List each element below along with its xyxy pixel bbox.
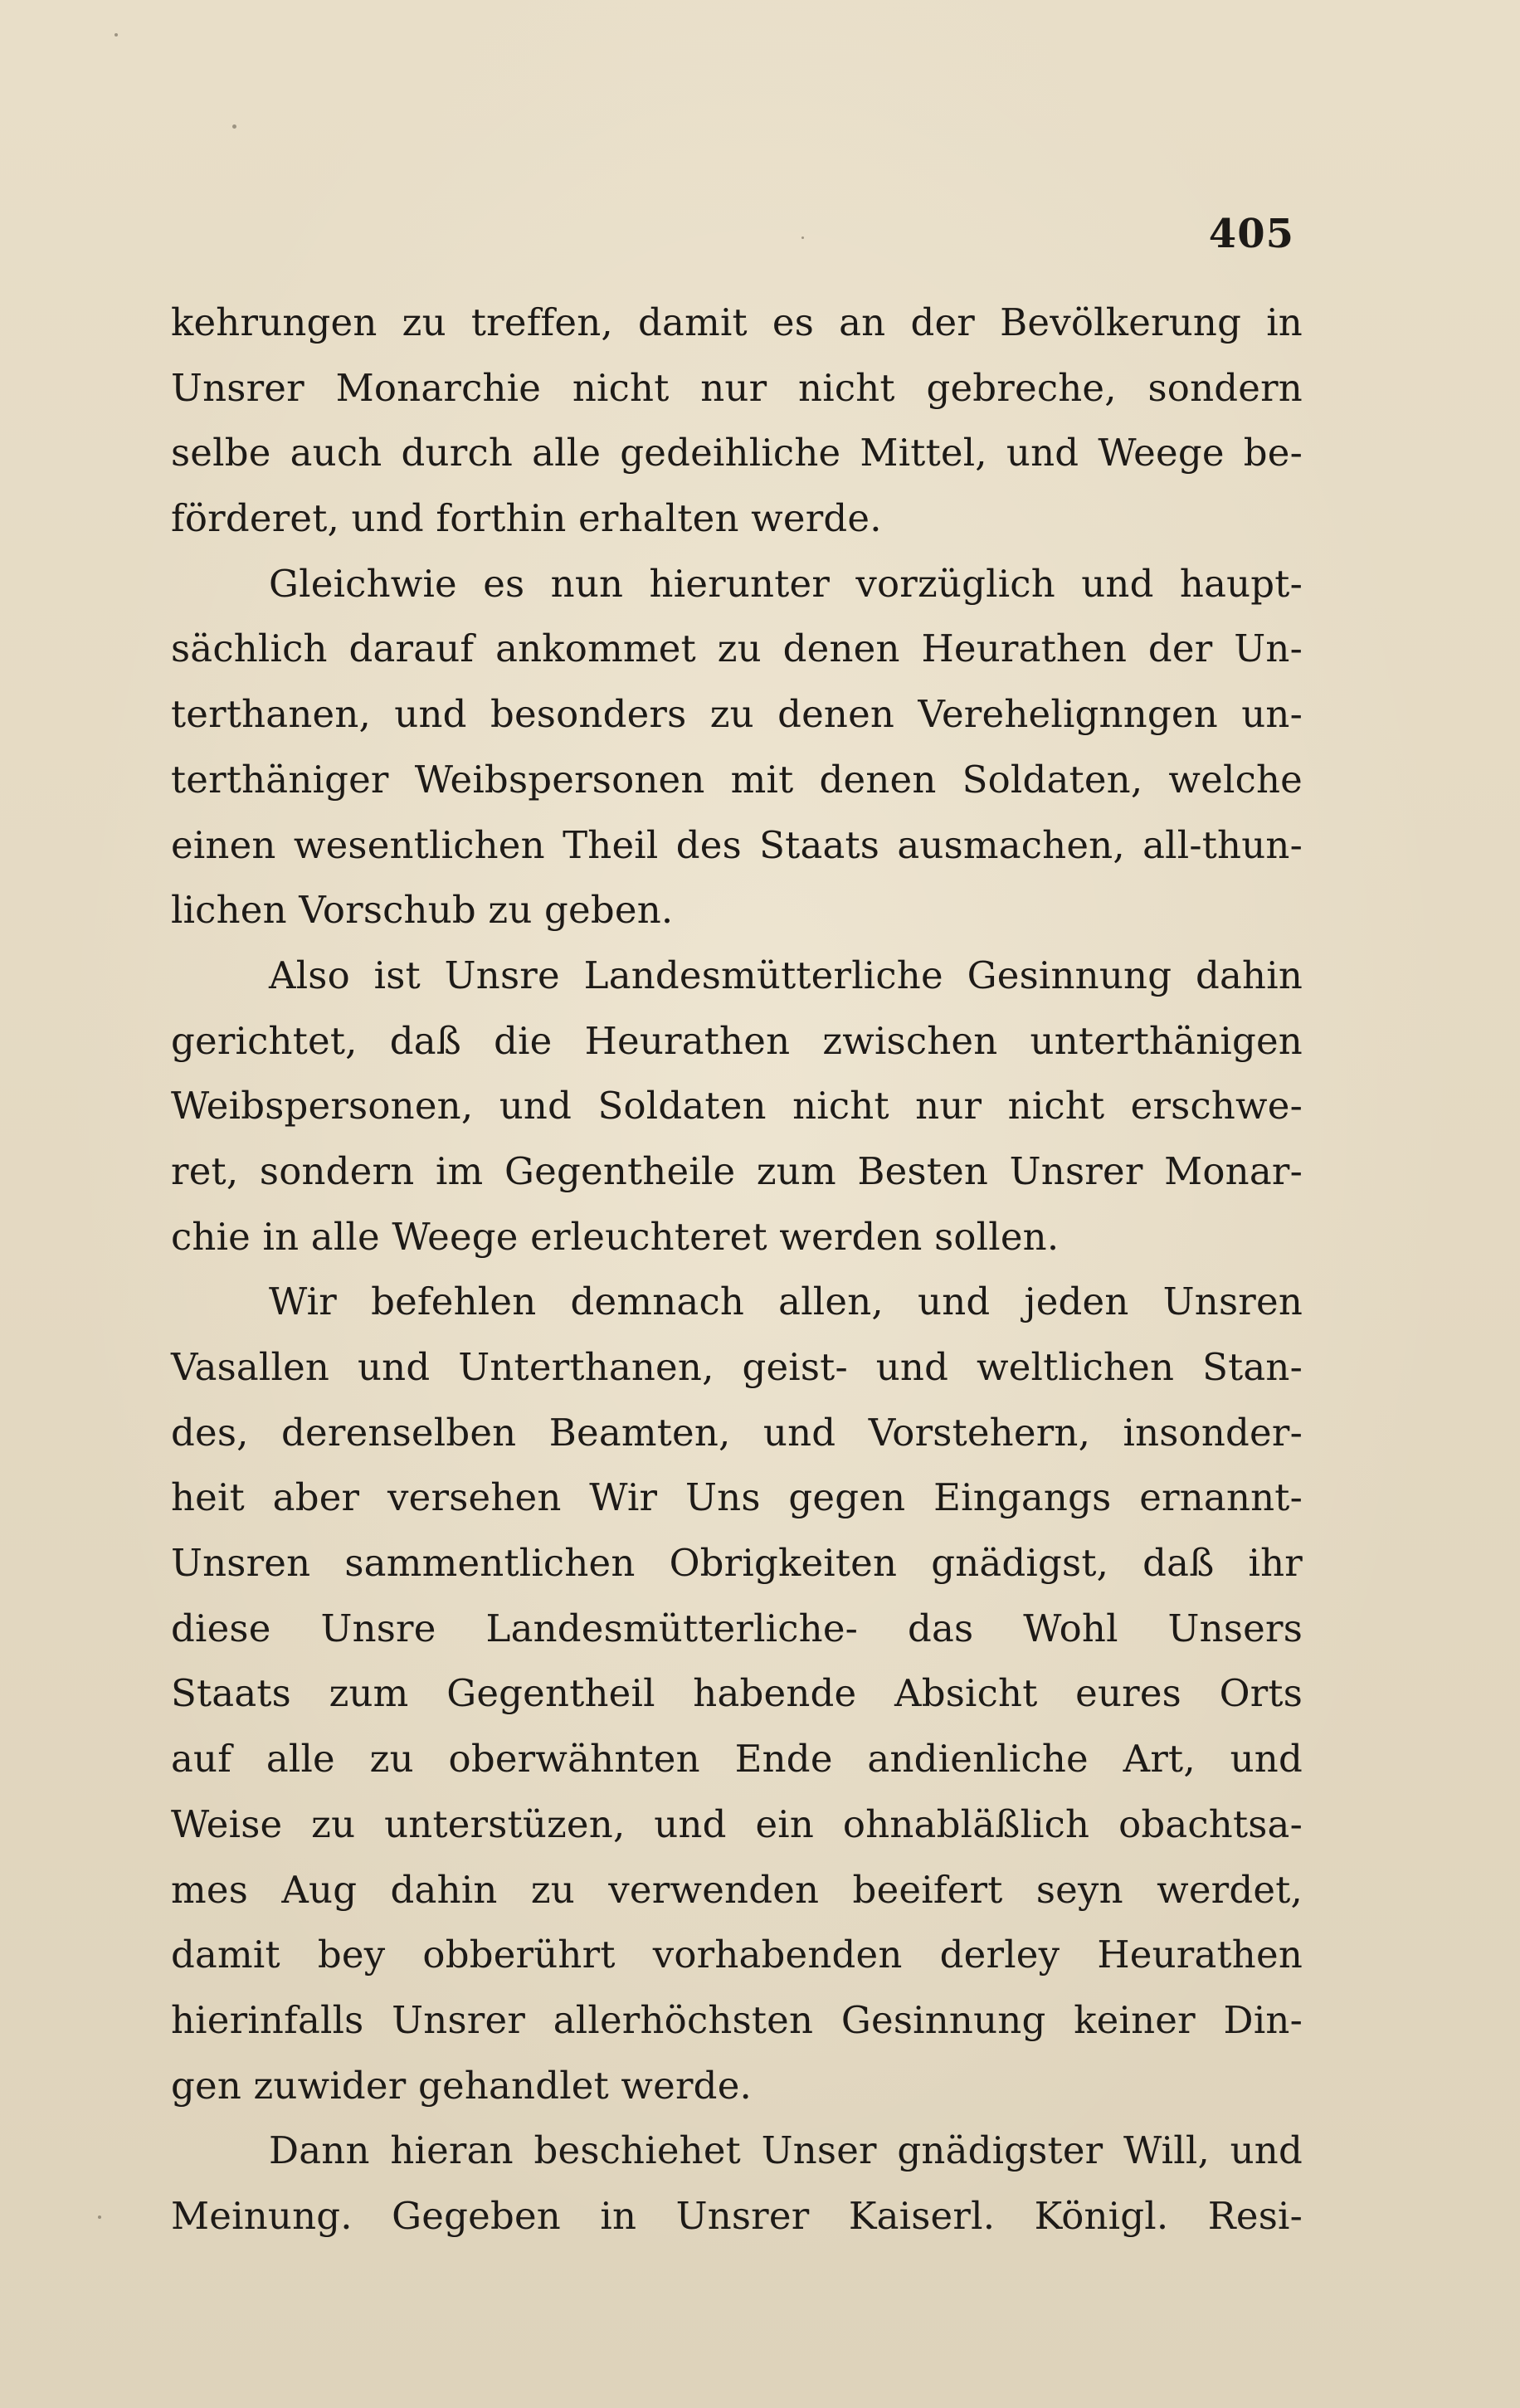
text-line: lichen Vorschub zu geben. [171, 888, 674, 933]
text-line: Vasallen und Unterthanen, geist- und weltlichen Stan- [171, 1345, 1303, 1389]
text-line: gen zuwider gehandlet werde. [171, 2063, 753, 2108]
text-line: terthanen, und besonders zu denen Verehelignngen un- [171, 692, 1303, 737]
paragraph-5 [171, 2118, 1303, 2249]
text-line: diese Unsre Landesmütterliche- das Wohl Unsers [171, 1606, 1303, 1650]
text-line: ret, sondern im Gegentheile zum Besten Unsrer Monar- [171, 1148, 1303, 1193]
text-line: Weibspersonen, und Soldaten nicht nur nicht erschwe- [171, 1084, 1303, 1128]
text-line: chie in alle Weege erleuchteret werden sollen. [171, 1214, 1060, 1259]
text-line: gerichtet, daß die Heurathen zwischen unterthänigen [171, 1018, 1303, 1063]
text-line: terthäniger Weibspersonen mit denen Soldaten, welche [171, 757, 1303, 802]
text-line: Meinung. Gegeben in Unsrer Kaiserl. Königl. Resi- [171, 2193, 1303, 2238]
paragraph-1 [171, 290, 1303, 552]
text-line: Unsrer Monarchie nicht nur nicht gebreche, sondern [171, 365, 1303, 410]
text-line: auf alle zu oberwähnten Ende andienliche Art, und [171, 1737, 1303, 1782]
paper-speck [232, 124, 236, 129]
paper-speck [98, 2215, 101, 2219]
text-line: heit aber versehen Wir Uns gegen Eingangs ernannt- [171, 1475, 1303, 1520]
text-line: einen wesentlichen Theil des Staats ausmachen, all-thun- [171, 822, 1303, 867]
text-line: Unsren sammentlichen Obrigkeiten gnädigst, daß ihr [171, 1541, 1303, 1586]
paper-speck [114, 33, 118, 37]
text-line: sächlich darauf ankommet zu denen Heurathen der Un- [171, 626, 1303, 671]
text-line: Gleichwie es nun hierunter vorzüglich und haupt- [269, 561, 1303, 606]
text-line: Wir befehlen demnach allen, und jeden Unsren [269, 1280, 1303, 1324]
body-text [171, 290, 1303, 2250]
text-line: mes Aug dahin zu verwenden beeifert seyn werdet, [171, 1867, 1303, 1912]
paragraph-2 [171, 552, 1303, 943]
text-line: Dann hieran beschiehet Unser gnädigster Will, und [269, 2128, 1303, 2173]
text-line: hierinfalls Unsrer allerhöchsten Gesinnung keiner Din- [171, 1997, 1303, 2042]
paper-speck [801, 236, 804, 239]
text-line: kehrungen zu treffen, damit es an der Bevölkerung in [171, 300, 1303, 344]
paragraph-4 [171, 1270, 1303, 2118]
paragraph-3 [171, 943, 1303, 1270]
text-line: des, derenselben Beamten, und Vorstehern, insonder- [171, 1410, 1303, 1455]
text-line: Staats zum Gegentheil habende Absicht eures Orts [171, 1671, 1303, 1716]
text-line: selbe auch durch alle gedeihliche Mittel, und Weege be- [171, 431, 1303, 475]
page-number: 405 [1208, 211, 1294, 257]
text-line: damit bey obberührt vorhabenden derley Heurathen [171, 1933, 1303, 1977]
text-line: förderet, und forthin erhalten werde. [171, 496, 882, 541]
text-line: Weise zu unterstüzen, und ein ohnabläßlich obachtsa- [171, 1801, 1303, 1846]
text-line: Also ist Unsre Landesmütterliche Gesinnung dahin [269, 953, 1303, 997]
